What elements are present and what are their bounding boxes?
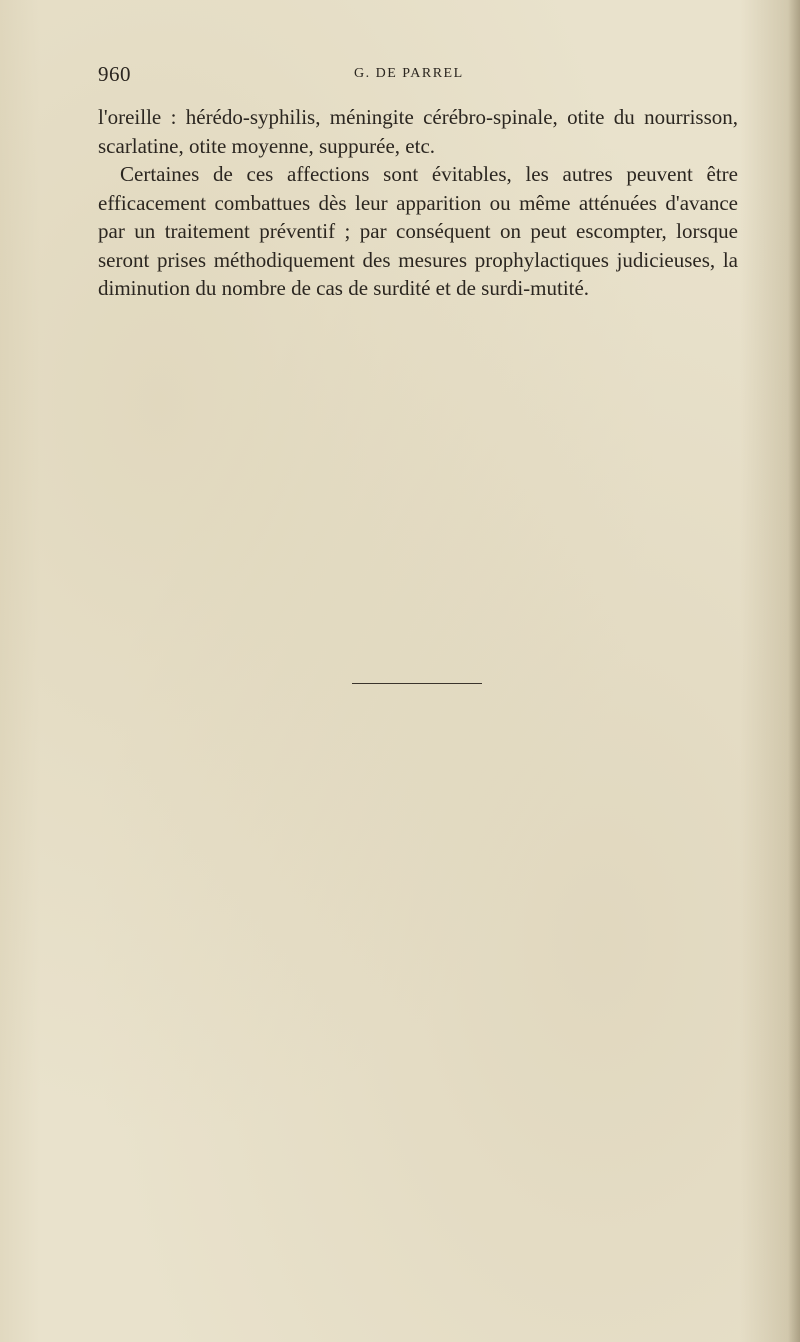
paragraph-continuation: l'oreille : hérédo-syphilis, méningite cérébro-spinale, otite du nourrisson, scarlatine, otite moyenne, suppurée, etc.: [98, 105, 738, 158]
page-number: 960: [98, 62, 131, 86]
body-text: [98, 103, 738, 303]
running-head: [98, 62, 738, 90]
running-title: G. DE PARREL: [354, 66, 464, 81]
page-edge-shadow: [788, 0, 800, 1342]
paragraph: Certaines de ces affections sont évitables, les autres peuvent être efficacement combattues dès leur apparition ou même atténuées d'avance par un traitement préventif ; par conséquent on peut escompter, lorsque seront prises méthodiquement des mesures prophylactiques judicieuses, la diminution du nombre de cas de surdité et de surdi-mutité.: [98, 162, 738, 300]
section-divider-rule: [352, 683, 482, 684]
